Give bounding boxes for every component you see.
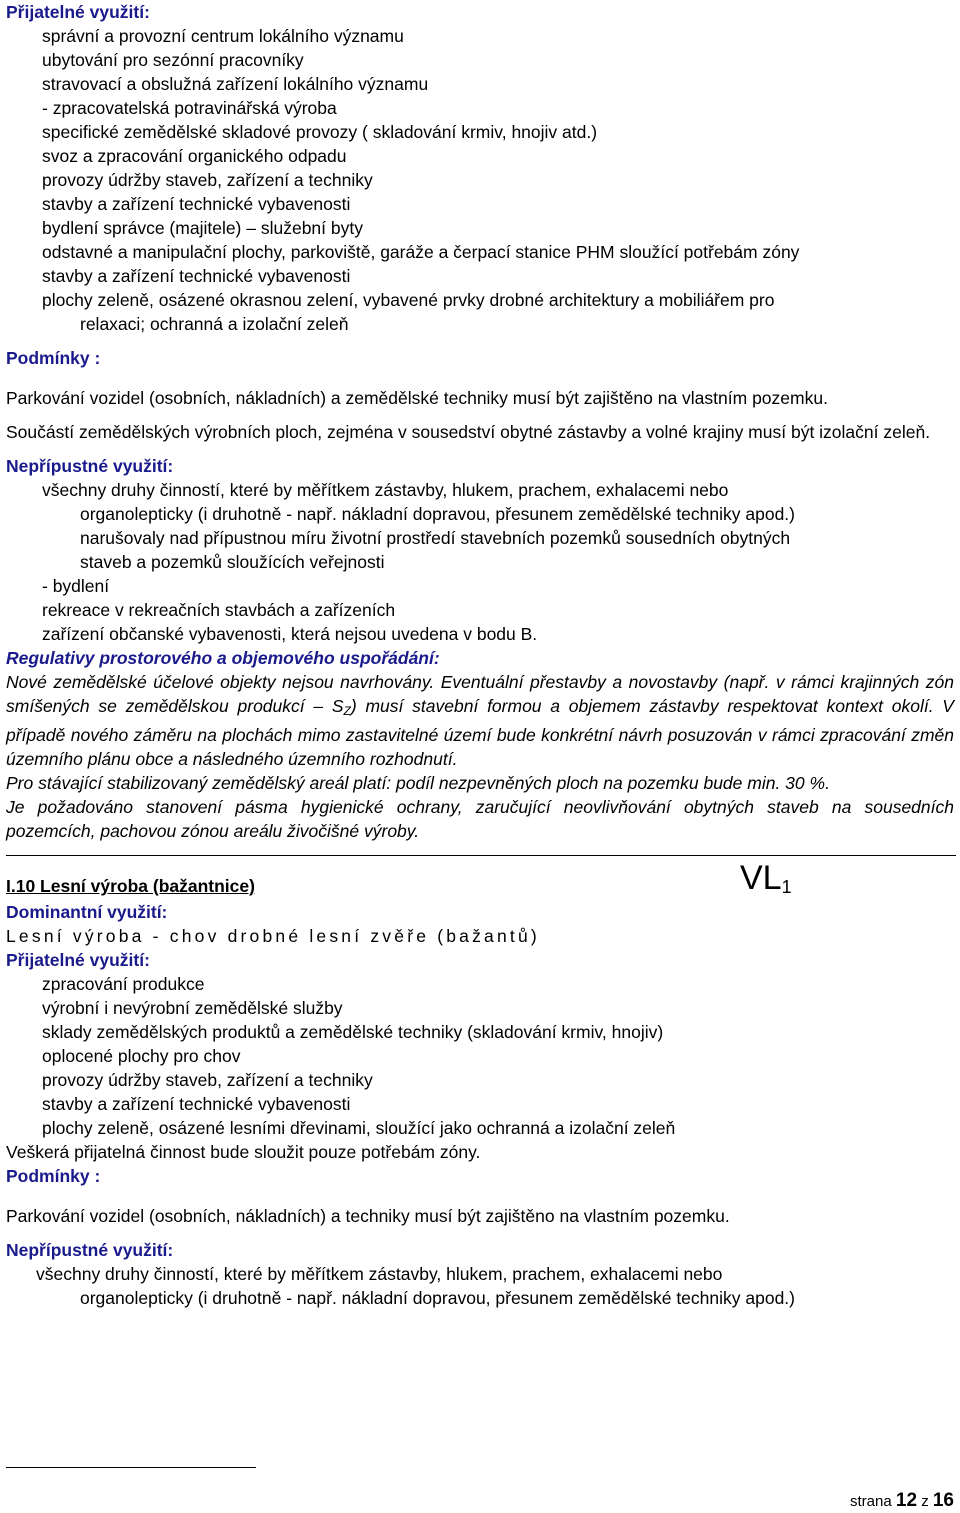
- list-item: všechny druhy činností, které by měřítkem zástavby, hlukem, prachem, exhalacemi nebo: [42, 480, 729, 500]
- document-page: [6, 0, 954, 1310]
- list-item-continuation: relaxaci; ochranná a izolační zeleň: [80, 314, 349, 334]
- acceptable-use-heading: Přijatelné využití:: [6, 2, 150, 22]
- regulation-text: ) musí stavební formou a objemem zástavby respektovat kontext okolí. V případě nového záměru na plochách mimo zastavitelné území bude konkrétní návrh posuzován v rámci zpracování změn územního plánu obce a následného územního rozhodnutí.: [6, 696, 954, 769]
- list-item: sklady zemědělských produktů a zemědělské techniky (skladování krmiv, hnojiv): [42, 1022, 664, 1042]
- dominant-use-text: Lesní výroba - chov drobné lesní zvěře (bažantů): [6, 926, 540, 946]
- list-item: provozy údržby staveb, zařízení a techniky: [42, 170, 373, 190]
- regulation-heading: Regulativy prostorového a objemového uspořádání:: [6, 648, 440, 668]
- list-item: svoz a zpracování organického odpadu: [42, 146, 347, 166]
- list-item: stavby a zařízení technické vybavenosti: [42, 266, 351, 286]
- regulation-paragraph: [6, 670, 954, 771]
- list-item-continuation: organolepticky (i druhotně - např. nákladní dopravou, přesunem zemědělské techniky apod.): [80, 1288, 795, 1308]
- forbidden-use-list: [6, 478, 954, 646]
- section-code-letters: VL: [740, 859, 782, 897]
- section-title: I.10 Lesní výroba (bažantnice): [6, 876, 255, 896]
- page-of: z: [921, 1493, 929, 1510]
- list-item-continuation: staveb a pozemků sloužících veřejnosti: [80, 552, 385, 572]
- list-item: stravovací a obslužná zařízení lokálního významu: [42, 74, 429, 94]
- list-item-continuation: narušovaly nad přípustnou míru životní prostředí stavebních pozemků sousedních obytných: [80, 528, 791, 548]
- page-footer: [850, 1490, 954, 1512]
- dominant-use-heading: Dominantní využití:: [6, 902, 168, 922]
- list-item: plochy zeleně, osázené okrasnou zelení, vybavené prvky drobné architektury a mobiliářem pro: [42, 290, 775, 310]
- list-item: - zpracovatelská potravinářská výroba: [42, 98, 337, 118]
- section-code-subscript: 1: [781, 877, 792, 897]
- list-item: všechny druhy činností, které by měřítkem zástavby, hlukem, prachem, exhalacemi nebo: [36, 1264, 723, 1284]
- conditions-heading: Podmínky :: [6, 348, 101, 368]
- forbidden-use-heading: Nepřípustné využití:: [6, 456, 174, 476]
- section-code: [740, 858, 792, 907]
- list-item: stavby a zařízení technické vybavenosti: [42, 1094, 351, 1114]
- page-total: 16: [932, 1490, 954, 1511]
- zone-subscript: Z: [343, 704, 351, 718]
- conditions-heading: Podmínky :: [6, 1166, 101, 1186]
- list-item: provozy údržby staveb, zařízení a techniky: [42, 1070, 373, 1090]
- list-item: odstavné a manipulační plochy, parkoviště, garáže a čerpací stanice PHM sloužící potřebám zóny: [42, 242, 800, 262]
- list-item: bydlení správce (majitele) – služební byty: [42, 218, 363, 238]
- list-item: výrobní i nevýrobní zemědělské služby: [42, 998, 343, 1018]
- acceptable-use-list: [6, 972, 954, 1140]
- list-item: ubytování pro sezónní pracovníky: [42, 50, 304, 70]
- list-item: plochy zeleně, osázené lesními dřevinami, sloužící jako ochranná a izolační zeleň: [42, 1118, 676, 1138]
- list-item: stavby a zařízení technické vybavenosti: [42, 194, 351, 214]
- list-item: specifické zemědělské skladové provozy ( skladování krmiv, hnojiv atd.): [42, 122, 598, 142]
- page-label: strana: [850, 1493, 892, 1510]
- regulation-paragraph: Pro stávající stabilizovaný zemědělský areál platí: podíl nezpevněných ploch na pozemku bude min. 30 %.: [6, 773, 830, 793]
- list-item: zařízení občanské vybavenosti, která nejsou uvedena v bodu B.: [42, 624, 538, 644]
- footer-divider: [6, 1467, 256, 1468]
- conditions-paragraph: Parkování vozidel (osobních, nákladních) a techniky musí být zajištěno na vlastním pozemku.: [6, 1206, 730, 1226]
- acceptable-use-list: [6, 24, 954, 336]
- list-item: oplocené plochy pro chov: [42, 1046, 241, 1066]
- section-header: [6, 856, 954, 900]
- conditions-paragraph: Součástí zemědělských výrobních ploch, zejména v sousedství obytné zástavby a volné krajiny musí být izolační zeleň.: [6, 422, 931, 442]
- list-item: - bydlení: [42, 576, 110, 596]
- forbidden-use-heading: Nepřípustné využití:: [6, 1240, 174, 1260]
- page-number: 12: [895, 1490, 918, 1511]
- regulation-text: Nové zemědělské účelové objekty nejsou navrhovány. Eventuální přestavby a novostavby (např. v rámci krajinných zón smíšených se zemědělskou produkcí – S: [6, 672, 954, 716]
- list-item: správní a provozní centrum lokálního významu: [42, 26, 404, 46]
- regulation-paragraph: Je požadováno stanovení pásma hygienické ochrany, zaručující neovlivňování obytných staveb na sousedních pozemcích, pachovou zónou areálu živočišné výroby.: [6, 797, 954, 841]
- conditions-paragraph: Parkování vozidel (osobních, nákladních) a zemědělské techniky musí být zajištěno na vlastním pozemku.: [6, 388, 828, 408]
- list-item: zpracování produkce: [42, 974, 205, 994]
- list-item: rekreace v rekreačních stavbách a zařízeních: [42, 600, 396, 620]
- list-item-continuation: organolepticky (i druhotně - např. nákladní dopravou, přesunem zemědělské techniky apod.): [80, 504, 795, 524]
- acceptable-use-heading: Přijatelné využití:: [6, 950, 150, 970]
- acceptable-use-note: Veškerá přijatelná činnost bude sloužit pouze potřebám zóny.: [6, 1142, 481, 1162]
